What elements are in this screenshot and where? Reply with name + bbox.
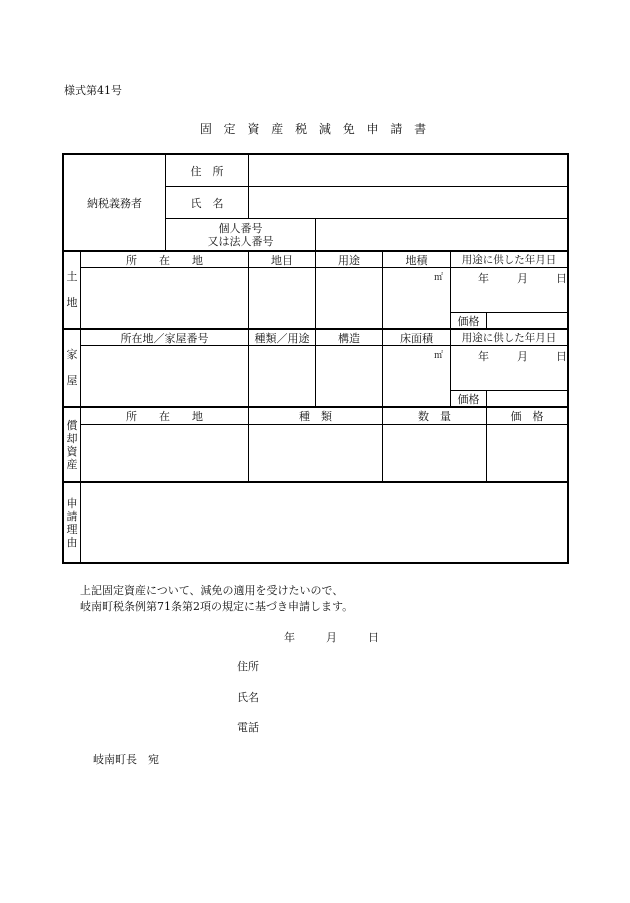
- land-label-char: 土: [66, 270, 78, 283]
- depreciable-label-char: 償: [66, 418, 78, 432]
- applicant-address-field[interactable]: [270, 656, 550, 672]
- land-header-location: 所 在 地: [126, 253, 203, 267]
- house-header-location: 所在地／家屋番号: [120, 331, 209, 345]
- depreciable-header-price: 価 格: [510, 410, 544, 423]
- depreciable-quantity-field[interactable]: [383, 425, 486, 481]
- house-section-label: [64, 330, 80, 406]
- house-location-field[interactable]: [81, 346, 248, 406]
- reason-label-char: 請: [66, 509, 78, 523]
- depreciable-label-char: 資: [66, 444, 78, 458]
- statement-line-1: 上記固定資産について、減免の適用を受けたいので、: [80, 584, 344, 597]
- land-header-usage: 用途: [338, 253, 360, 267]
- applicant-address-label: 住所: [237, 660, 259, 673]
- depreciable-label-char: 産: [66, 457, 78, 471]
- land-header-date: 用途に供した年月日: [461, 254, 557, 266]
- house-price-label: 価格: [457, 392, 480, 406]
- depreciable-header-location: 所 在 地: [126, 410, 203, 423]
- applicant-phone-field[interactable]: [270, 717, 550, 733]
- taxpayer-id-field[interactable]: [316, 219, 567, 250]
- house-header-structure: 構造: [338, 331, 360, 345]
- house-label-char: 屋: [66, 374, 78, 387]
- land-date-placeholder: 年 月 日: [478, 272, 569, 285]
- house-date-field[interactable]: [451, 363, 567, 390]
- house-date-placeholder: 年 月 日: [478, 350, 569, 363]
- taxpayer-id-label: [166, 219, 315, 250]
- house-structure-field[interactable]: [316, 346, 382, 406]
- depreciable-location-field[interactable]: [81, 425, 248, 481]
- taxpayer-address-field[interactable]: [249, 155, 567, 186]
- land-area-unit: ㎡: [434, 273, 444, 283]
- id-label-line2: 又は法人番号: [207, 234, 274, 248]
- land-usage-field[interactable]: [316, 268, 382, 328]
- taxpayer-label: 納税義務者: [87, 196, 142, 210]
- land-header-category: 地目: [271, 253, 293, 267]
- depreciable-header-quantity: 数 量: [418, 410, 451, 423]
- reason-label-char: 由: [66, 535, 78, 549]
- house-type-field[interactable]: [249, 346, 315, 406]
- land-category-field[interactable]: [249, 268, 315, 328]
- taxpayer-address-label: 住 所: [190, 164, 224, 178]
- land-price-label: 価格: [457, 314, 480, 328]
- reason-label-char: 申: [66, 496, 78, 510]
- house-header-type: 種類／用途: [254, 331, 310, 345]
- land-location-field[interactable]: [81, 268, 248, 328]
- land-section-label: [64, 252, 80, 328]
- applicant-phone-label: 電話: [237, 721, 259, 734]
- depreciable-label-char: 却: [66, 431, 78, 445]
- form-number: 様式第41号: [64, 84, 122, 97]
- reason-section-label: [64, 483, 80, 562]
- depreciable-price-field[interactable]: [487, 425, 567, 481]
- house-label-char: 家: [66, 348, 78, 361]
- applicant-name-label: 氏名: [237, 691, 259, 704]
- depreciable-section-label: [64, 408, 80, 481]
- land-label-char: 地: [66, 296, 78, 309]
- taxpayer-name-field[interactable]: [249, 187, 567, 218]
- depreciable-type-field[interactable]: [249, 425, 382, 481]
- house-header-floor-area: 床面積: [400, 331, 433, 345]
- application-date: 年 月 日: [284, 631, 382, 644]
- house-area-unit: ㎡: [434, 351, 444, 361]
- land-header-area: 地積: [405, 253, 428, 267]
- reason-field[interactable]: [81, 483, 567, 562]
- addressee: 岐南町長 宛: [93, 753, 159, 766]
- document-title: 固 定 資 産 税 減 免 申 請 書: [199, 122, 431, 136]
- land-date-field[interactable]: [451, 285, 567, 312]
- land-price-field[interactable]: [487, 313, 567, 328]
- applicant-name-field[interactable]: [270, 687, 550, 703]
- depreciable-header-type: 種 類: [299, 410, 332, 423]
- statement-line-2: 岐南町税条例第71条第2項の規定に基づき申請します。: [80, 600, 354, 613]
- house-price-field[interactable]: [487, 391, 567, 406]
- house-header-date: 用途に供した年月日: [461, 332, 557, 344]
- taxpayer-name-label: 氏 名: [190, 196, 224, 210]
- reason-label-char: 理: [66, 522, 78, 536]
- id-label-line1: 個人番号: [218, 221, 263, 235]
